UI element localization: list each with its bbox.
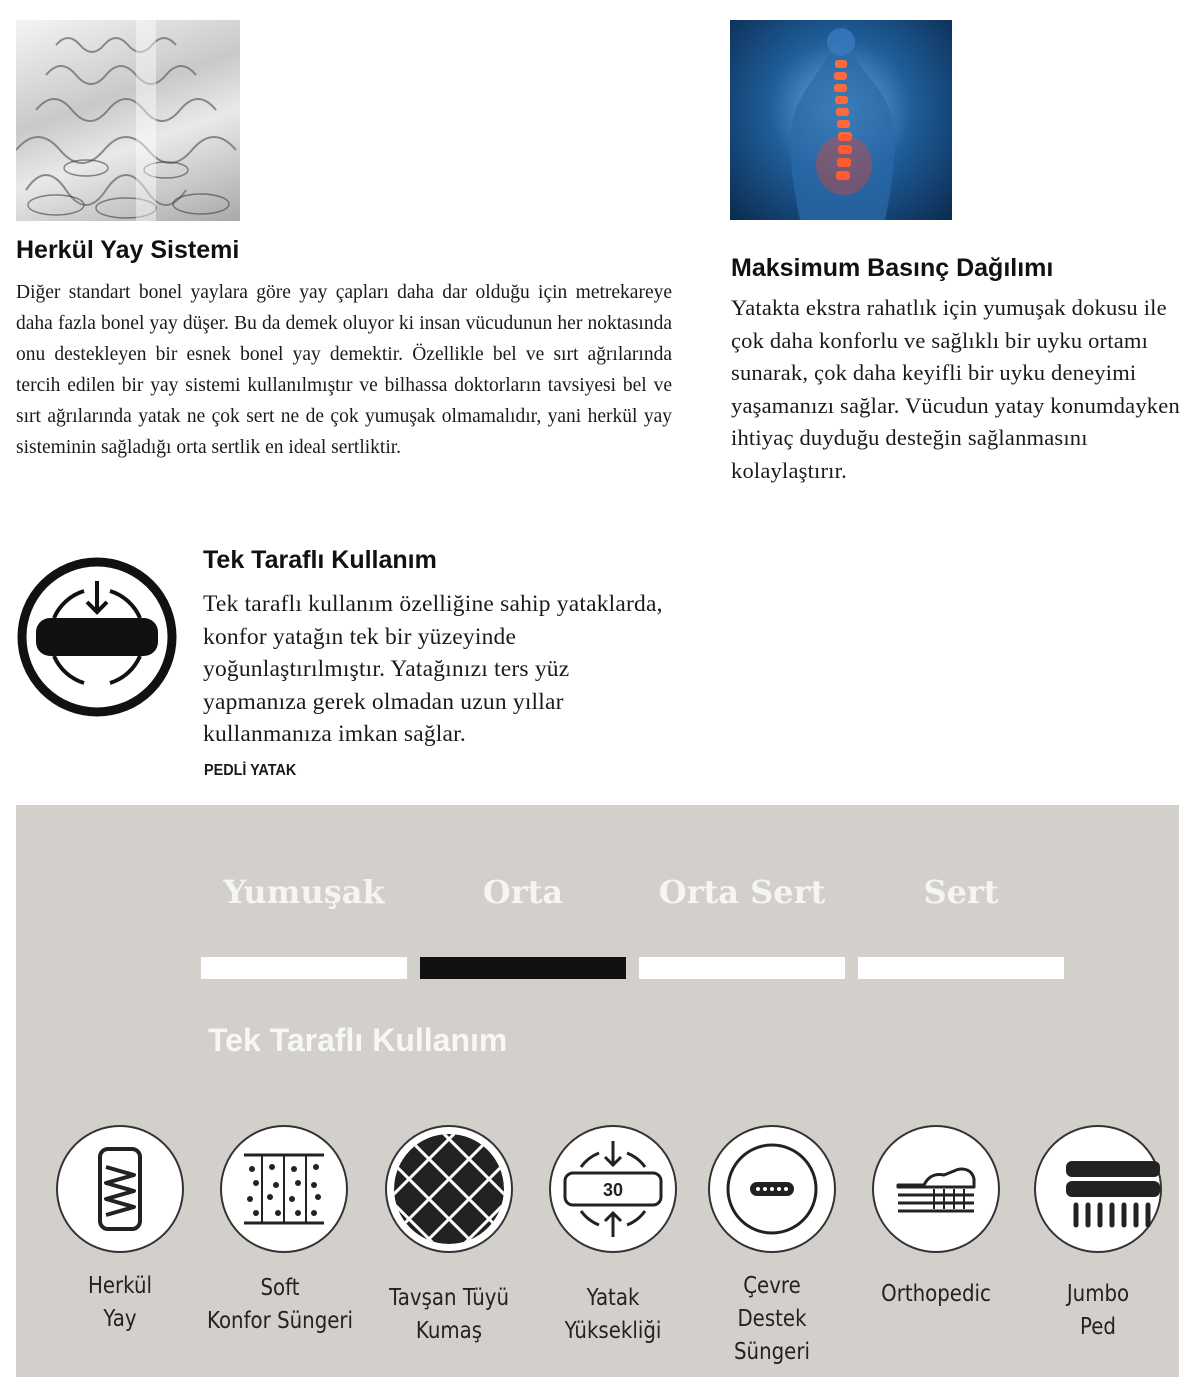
herkul-title: Herkül Yay Sistemi	[16, 236, 240, 264]
feature-label-herkul-yay: Herkül Yay	[87, 1273, 153, 1332]
soft-foam-icon	[220, 1125, 348, 1253]
edge-support-icon	[708, 1125, 836, 1253]
feature-label-tavsan-tuyu: Tavşan Tüyü Kumaş	[388, 1285, 510, 1344]
feature-label-orthopedic: Orthopedic	[881, 1281, 991, 1307]
pedli-yatak-tag: PEDLİ YATAK	[204, 762, 297, 779]
herkul-text: Diğer standart bonel yaylara göre yay çapları daha dar olduğu için metrekareye daha fazla bonel yay düşer. Bu da demek oluyor ki insan vücudunun her noktasında onu destekleyen bir esnek bonel yay demektir. Özellikle bel ve sırt ağrılarında tercih edilen bir yay sistemi kullanılmıştır ve bilhassa doktorların tavsiyesi bel ve sırt ağrılarında yatak ne çok sert ne de çok yumuşak olmamalıdır, yani herkül yay sisteminin sağladığı orta sertlik en ideal sertliktir.	[16, 282, 672, 458]
firmness-label-sert: Sert	[923, 873, 999, 911]
firmness-label-yumusak: Yumuşak	[223, 873, 385, 911]
tek-tarafli-title: Tek Taraflı Kullanım	[203, 546, 437, 574]
firmness-label-orta: Orta	[482, 873, 564, 911]
spine-photo	[730, 20, 952, 220]
firmness-bar-yumusak	[201, 957, 407, 979]
feature-label-jumbo-ped: Jumbo Ped	[1066, 1281, 1130, 1340]
springs-photo	[16, 20, 240, 221]
firmness-bar-sert	[858, 957, 1064, 979]
tek-tarafli-text: Tek taraflı kullanım özelliğine sahip yataklarda, konfor yatağın tek bir yüzeyinde yoğunlaştırılmıştır. Yatağınızı ters yüz yapmanıza gerek olmadan uzun yıllar kullanmanıza imkan sağlar.	[203, 591, 663, 747]
mattress-height-icon	[549, 1125, 677, 1253]
firmness-bar-orta-sert	[639, 957, 845, 979]
feature-label-cevre-destek: Çevre Destek Süngeri	[733, 1273, 810, 1365]
orthopedic-icon	[872, 1125, 1000, 1253]
feature-label-yatak-yuksekligi: Yatak Yüksekliği	[564, 1285, 662, 1344]
basinc-text: Yatakta ekstra rahatlık için yumuşak dokusu ile çok daha konforlu ve sağlıklı bir uyku ortamı sunarak, çok daha keyifli bir uyku deneyimi yaşamanızı sağlar. Vücudun yatay konumdayken ihtiyaç duyduğu desteğin sağlanmasını kolaylaştırır.	[731, 295, 1180, 483]
jumbo-pad-icon	[1034, 1125, 1162, 1253]
spring-icon	[56, 1125, 184, 1253]
single-sided-icon	[16, 556, 178, 718]
firmness-bar-orta	[420, 957, 626, 979]
feature-label-soft-konfor: Soft Konfor Süngeri	[206, 1275, 354, 1334]
panel-title: Tek Taraflı Kullanım	[208, 1022, 508, 1058]
fabric-mesh-icon	[385, 1125, 513, 1253]
basinc-title: Maksimum Basınç Dağılımı	[731, 254, 1054, 282]
firmness-label-orta-sert: Orta Sert	[658, 873, 826, 911]
mattress-height-value: 30	[602, 1180, 624, 1200]
